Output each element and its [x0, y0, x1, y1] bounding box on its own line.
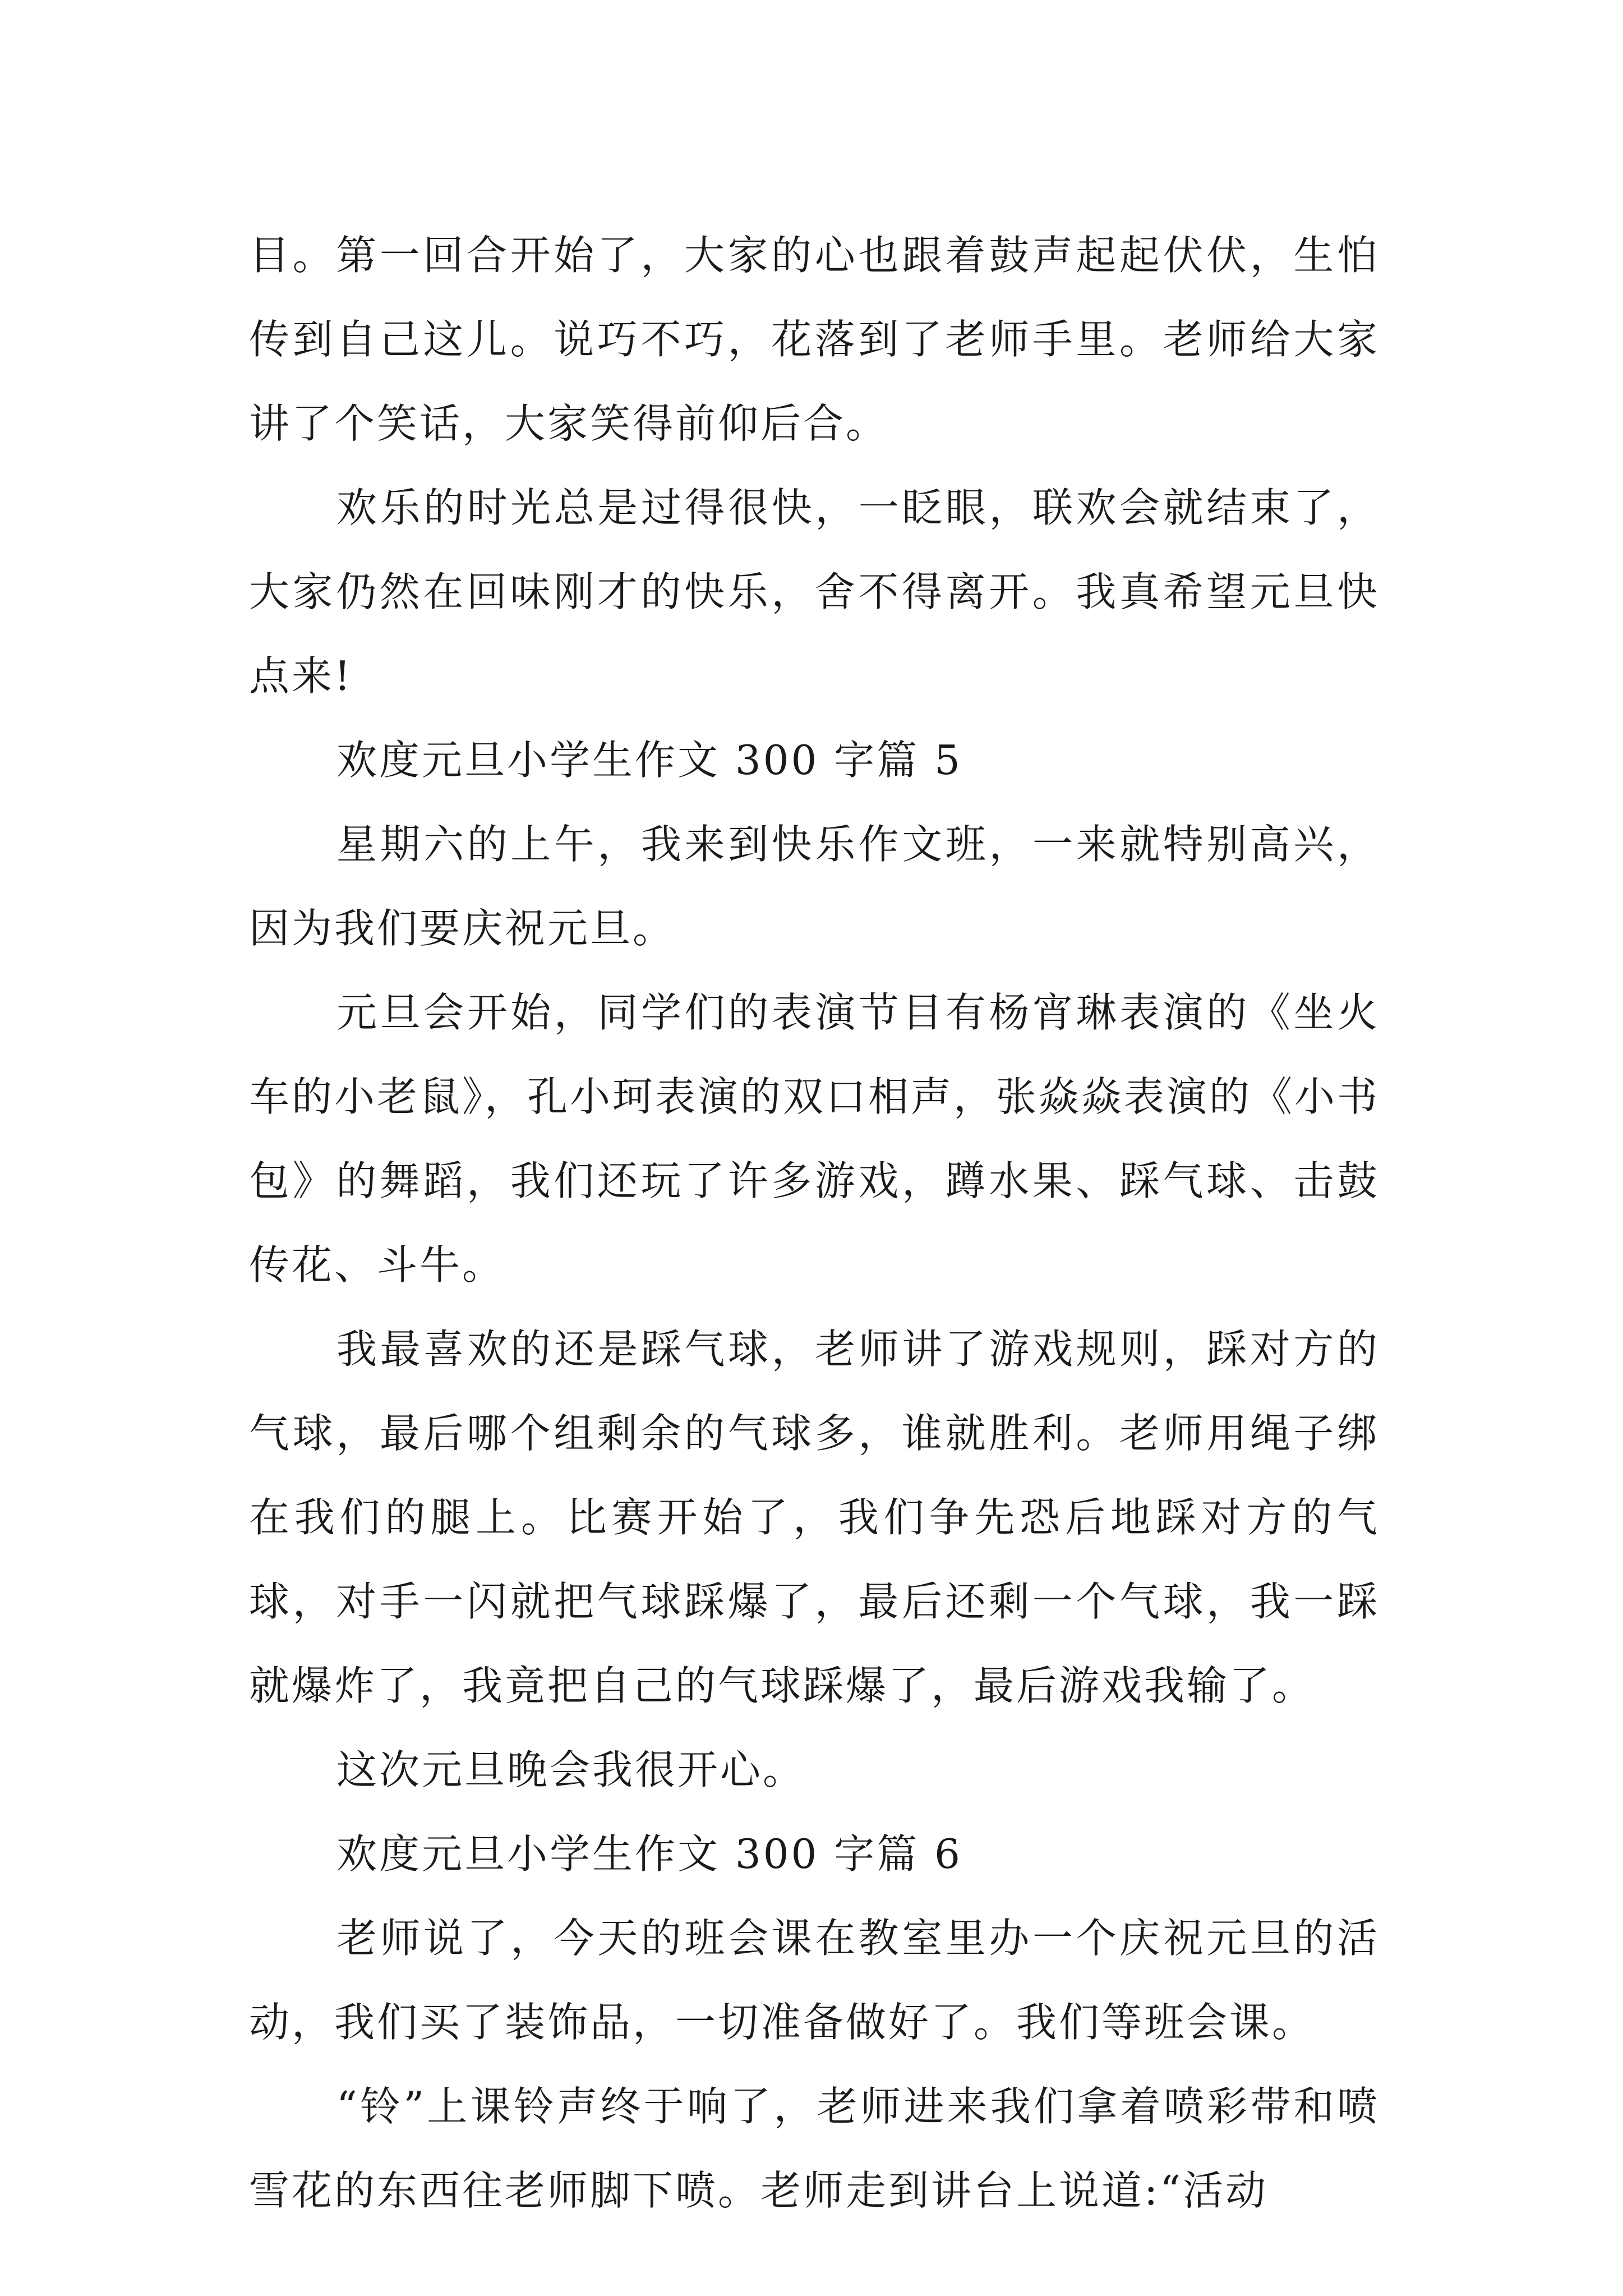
paragraph-6: 这次元旦晚会我很开心。	[336, 1746, 806, 1793]
paragraph-3: 星期六的上午，我来到快乐作文班，一来就特别高兴，因为我们要庆祝元旦。	[249, 821, 1380, 952]
paragraph-5: 我最喜欢的还是踩气球，老师讲了游戏规则，踩对方的气球，最后哪个组剩余的气球多，谁就胜利。老师用绳子绑在我们的腿上。比赛开始了，我们争先恐后地踩对方的气球，对手一闪就把气球踩爆了，最后还剩一个气球，我一踩就爆炸了，我竟把自己的气球踩爆了，最后游戏我输了。	[249, 1326, 1380, 1709]
paragraph-1: 目。第一回合开始了，大家的心也跟着鼓声起起伏伏，生怕传到自己这儿。说巧不巧，花落到了老师手里。老师给大家讲了个笑话，大家笑得前仰后合。	[249, 232, 1380, 447]
paragraph-4: 元旦会开始，同学们的表演节目有杨宵琳表演的《坐火车的小老鼠》，孔小珂表演的双口相声，张焱焱表演的《小书包》的舞蹈，我们还玩了许多游戏，蹲水果、踩气球、击鼓传花、斗牛。	[249, 989, 1380, 1289]
document-body	[249, 213, 1380, 2233]
paragraph-2: 欢乐的时光总是过得很快，一眨眼，联欢会就结束了，大家仍然在回味刚才的快乐，舍不得离开。我真希望元旦快点来!	[249, 484, 1380, 700]
section-heading-5: 欢度元旦小学生作文 300 字篇 5	[336, 737, 962, 784]
paragraph-8: “铃”上课铃声终于响了，老师进来我们拿着喷彩带和喷雪花的东西往老师脚下喷。老师走到讲台上说道:“活动	[249, 2083, 1380, 2214]
section-heading-6: 欢度元旦小学生作文 300 字篇 6	[336, 1830, 962, 1878]
paragraph-7: 老师说了，今天的班会课在教室里办一个庆祝元旦的活动，我们买了装饰品，一切准备做好了。我们等班会课。	[249, 1915, 1380, 2046]
